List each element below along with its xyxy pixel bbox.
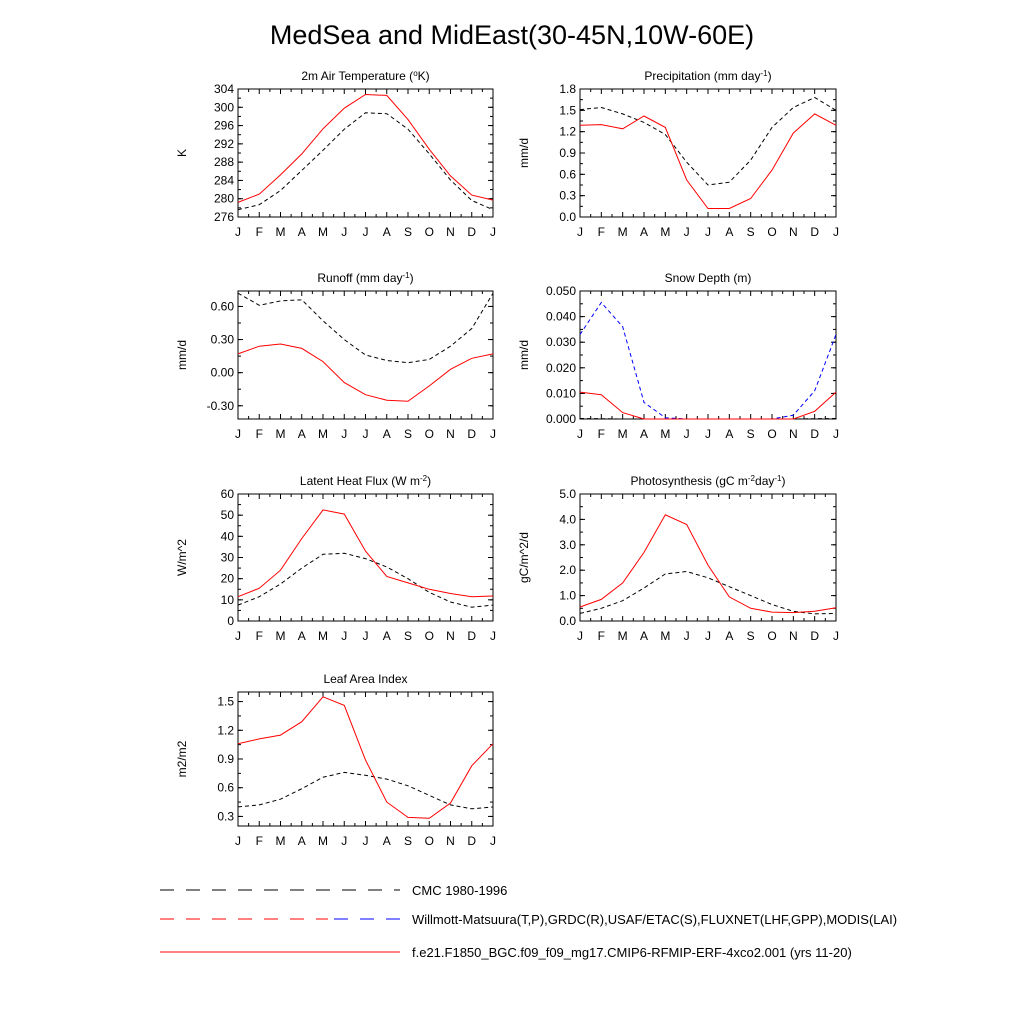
x-tick-label: D [467,427,477,441]
x-tick-label: D [467,834,477,848]
x-tick-label: J [490,225,496,239]
y-tick-label: 0 [227,614,234,628]
panel-title: Runoff (mm day$^{-1}$) [317,270,414,285]
y-tick-label: 0.3 [217,809,234,824]
panel-4 [517,271,839,441]
x-tick-label: F [597,427,606,441]
x-tick-label: M [660,225,671,239]
series-line-model [238,344,493,401]
y-tick-label: 20 [220,571,234,586]
series-line-obs-dashed [238,293,493,363]
y-tick-label: 1.2 [559,124,576,139]
series-line-obs-dashed [238,553,493,607]
y-tick-label: -0.30 [206,398,234,413]
panel-6 [517,474,839,644]
x-tick-label: O [767,629,777,643]
panel-title: 2m Air Temperature ($^o$K) [301,68,430,83]
x-tick-label: J [577,629,583,643]
series-line-model [238,95,493,203]
x-tick-label: S [746,225,755,239]
x-tick-label: J [490,427,496,441]
x-tick-label: J [705,225,711,239]
x-tick-label: A [297,834,306,848]
y-tick-label: 0.000 [545,412,576,426]
y-tick-label: 284 [213,173,234,188]
y-axis-label: gC/m^2/d [517,532,531,583]
y-tick-label: 0.030 [545,335,576,350]
y-tick-label: 40 [220,529,234,544]
x-tick-label: J [362,225,369,239]
y-tick-label: 0.3 [559,188,576,203]
x-tick-label: F [255,834,263,848]
plot-frame [238,291,493,419]
plot-frame [580,89,836,217]
y-tick-label: 288 [213,155,234,170]
series-line-model [580,515,836,613]
y-tick-label: 0.9 [559,146,576,160]
y-tick-label: 1.5 [217,694,234,709]
x-tick-label: M [660,629,671,643]
x-tick-label: N [788,225,798,239]
x-tick-label: A [725,629,734,643]
y-tick-label: 0.0 [559,614,576,628]
x-tick-label: J [235,225,241,239]
y-tick-label: 0.6 [217,780,234,795]
x-tick-label: J [833,225,839,239]
panel-5 [175,474,496,644]
x-tick-label: N [788,427,798,441]
x-tick-label: J [362,629,369,643]
y-axis-label: K [175,148,189,158]
x-tick-label: J [490,834,496,848]
y-tick-label: 292 [213,136,234,151]
x-tick-label: A [382,225,391,239]
x-tick-label: J [235,834,241,848]
y-tick-label: 4.0 [559,512,576,527]
x-tick-label: D [467,225,477,239]
series-line-model [238,510,493,597]
x-tick-label: O [424,629,434,643]
y-tick-label: 300 [213,100,234,115]
y-tick-label: 0.010 [545,386,576,401]
y-tick-label: 0.020 [545,360,576,375]
x-tick-label: M [318,225,328,239]
y-axis-label: W/m^2 [175,539,189,576]
x-tick-label: J [833,427,839,441]
y-tick-label: 276 [213,210,234,224]
x-tick-label: F [255,629,263,643]
x-tick-label: M [617,225,628,239]
x-tick-label: A [382,427,391,441]
x-tick-label: M [275,427,286,441]
legend-cmc-label: CMC 1980-1996 [412,883,508,898]
x-tick-label: S [403,834,413,848]
x-tick-label: J [683,225,690,239]
y-axis-label: mm/d [517,138,531,168]
x-tick-label: A [382,629,391,643]
x-tick-label: M [275,834,286,848]
x-tick-label: A [639,225,649,239]
y-axis-label: mm/d [517,340,531,370]
x-tick-label: N [446,225,455,239]
x-tick-label: A [297,225,306,239]
x-tick-label: S [746,629,755,643]
plot-frame [238,494,493,621]
x-tick-label: J [362,834,369,848]
x-tick-label: M [617,427,628,441]
x-tick-label: J [235,629,241,643]
x-tick-label: A [725,225,734,239]
series-line-model [580,114,836,209]
y-tick-label: 30 [220,550,234,565]
y-axis-label: m2/m2 [175,740,189,778]
x-tick-label: F [255,427,263,441]
panel-title: Snow Depth (m) [664,271,752,285]
panel-title: Photosynthesis (gC $m^{-2}day^{-1}$) [630,473,786,488]
panel-3 [175,271,496,442]
x-tick-label: A [297,629,306,643]
panel-title: Precipitation (mm day$^{-1}$) [644,68,772,83]
y-tick-label: 1.2 [217,723,234,738]
y-tick-label: 304 [213,82,234,96]
series-line-obs-snow-dashed [580,303,836,420]
y-axis-label: mm/d [175,340,189,370]
series-line-obs-dashed [238,772,493,808]
x-tick-label: M [318,427,328,441]
x-tick-label: N [788,629,798,643]
x-tick-label: S [746,427,755,441]
x-tick-label: D [810,629,820,643]
x-tick-label: S [403,629,413,643]
x-tick-label: J [235,427,241,441]
panels [175,69,839,849]
x-tick-label: S [403,225,413,239]
y-tick-label: 280 [213,191,234,206]
y-tick-label: 0.6 [559,167,576,182]
x-tick-label: J [577,427,583,441]
y-tick-label: 3.0 [559,537,576,552]
x-tick-label: M [318,834,328,848]
series-line-obs-dashed [580,98,836,186]
x-tick-label: O [767,427,777,441]
y-tick-label: 2.0 [559,563,576,578]
x-tick-label: J [341,225,348,239]
x-tick-label: F [597,225,606,239]
figure-title: MedSea and MidEast(30-45N,10W-60E) [269,20,755,50]
x-tick-label: J [577,225,583,239]
x-tick-label: O [424,225,434,239]
plot-frame [238,89,493,217]
y-tick-label: 0.040 [545,309,576,324]
x-tick-label: J [705,427,711,441]
panel-title: Latent Heat Flux (W $m^{-2}$) [299,473,432,488]
series-line-model [238,697,493,819]
x-tick-label: S [403,427,413,441]
x-tick-label: A [639,427,649,441]
x-tick-label: D [810,427,820,441]
x-tick-label: A [297,427,306,441]
x-tick-label: M [660,427,671,441]
y-tick-label: 60 [220,487,234,501]
x-tick-label: O [767,225,777,239]
x-tick-label: O [424,834,434,848]
x-tick-label: N [446,427,455,441]
x-tick-label: M [617,629,628,643]
legend-model-label: f.e21.F1850_BGC.f09_f09_mg17.CMIP6-RFMIP-ERF-4xco2.001 (yrs 11-20) [412,945,852,960]
x-tick-label: F [597,629,606,643]
x-tick-label: N [446,629,455,643]
panel-7 [175,672,496,848]
x-tick-label: J [362,427,369,441]
y-tick-label: 10 [220,592,234,607]
y-tick-label: 1.0 [559,588,576,603]
x-tick-label: J [683,427,690,441]
x-tick-label: J [683,629,690,643]
x-tick-label: M [275,225,286,239]
x-tick-label: O [424,427,434,441]
panel-2 [517,69,839,240]
x-tick-label: F [255,225,263,239]
x-tick-label: M [275,629,286,643]
x-tick-label: A [382,834,391,848]
x-tick-label: M [318,629,328,643]
legend [160,883,897,960]
x-tick-label: D [467,629,477,643]
panel-title: Leaf Area Index [323,672,408,686]
x-tick-label: J [490,629,496,643]
plot-frame [580,291,836,419]
x-tick-label: N [446,834,455,848]
x-tick-label: J [833,629,839,643]
x-tick-label: J [341,834,348,848]
y-tick-label: 0.60 [210,299,234,314]
plot-frame [580,494,836,621]
y-tick-label: 0.0 [559,210,576,224]
legend-obs-label: Willmott-Matsuura(T,P),GRDC(R),USAF/ETAC(S),FLUXNET(LHF,GPP),MODIS(LAI) [412,912,898,927]
y-tick-label: 5.0 [559,487,576,501]
x-tick-label: A [725,427,734,441]
y-tick-label: 1.5 [559,103,576,118]
series-line-obs-dashed [238,113,493,210]
x-tick-label: D [810,225,820,239]
y-tick-label: 0.00 [210,365,234,380]
series-line-obs-dashed [580,572,836,614]
y-tick-label: 50 [220,508,234,523]
x-tick-label: J [341,629,348,643]
y-tick-label: 1.8 [559,82,576,96]
y-tick-label: 0.9 [217,752,234,766]
y-tick-label: 0.050 [545,284,576,298]
y-tick-label: 296 [213,118,234,133]
panel-1 [175,69,496,240]
x-tick-label: J [341,427,348,441]
y-tick-label: 0.30 [210,332,234,347]
x-tick-label: A [639,629,649,643]
x-tick-label: J [705,629,711,643]
